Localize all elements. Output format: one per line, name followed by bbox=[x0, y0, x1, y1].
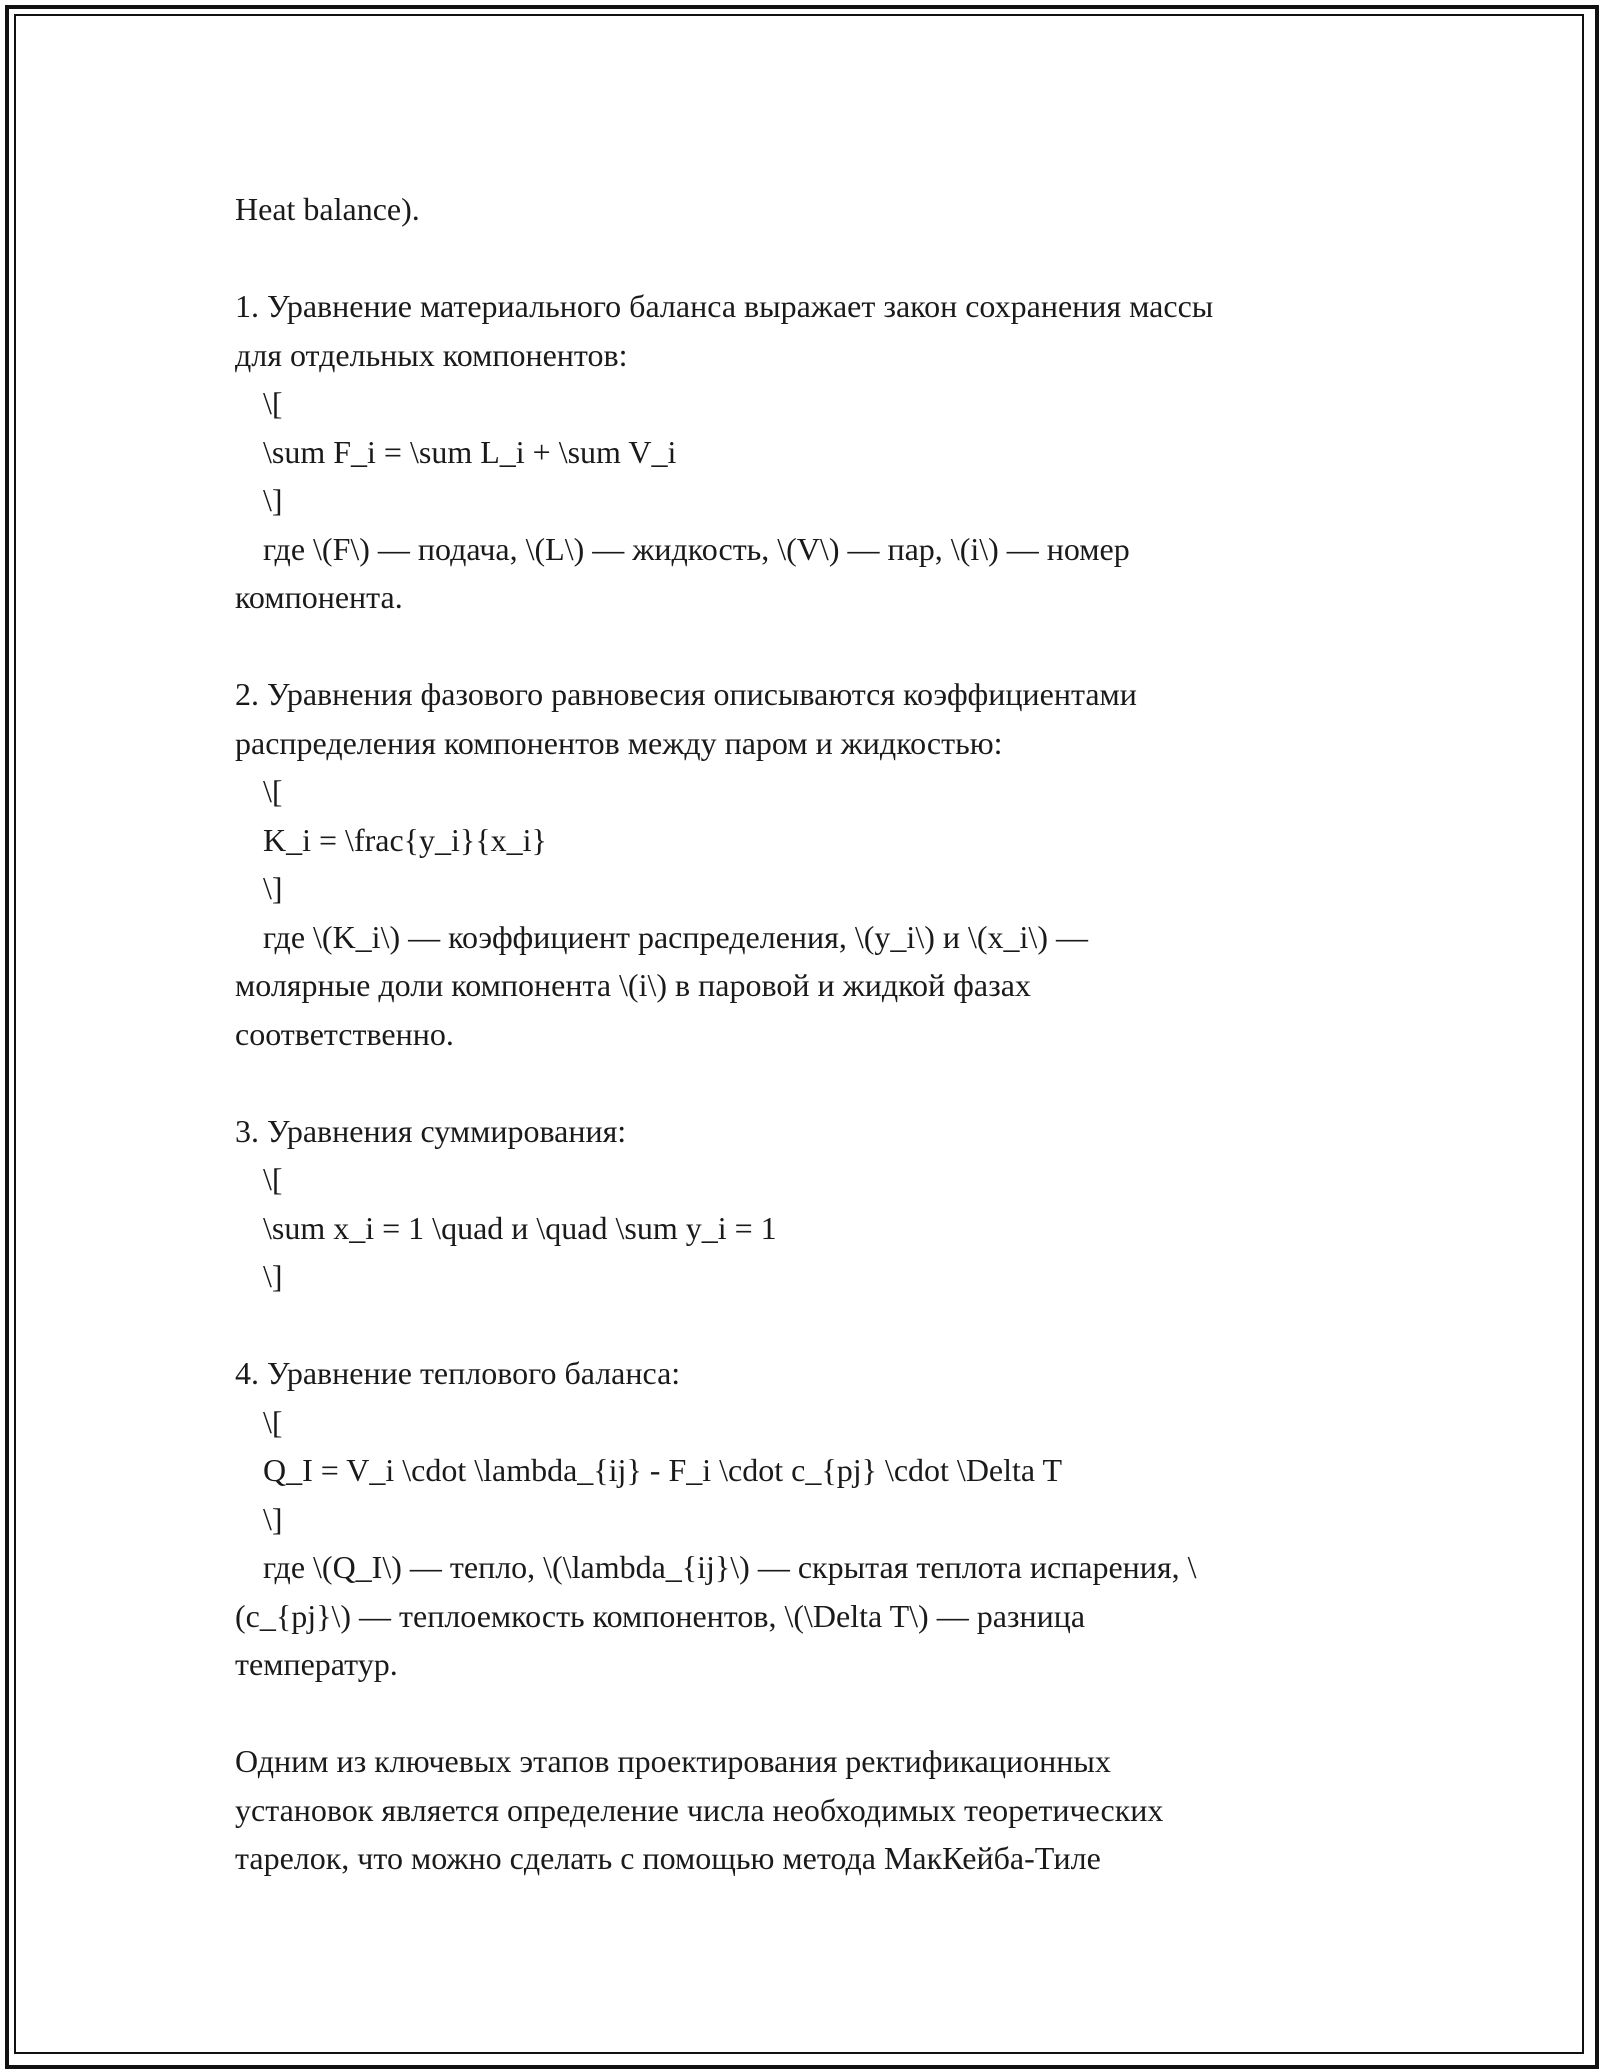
spacer bbox=[235, 1058, 1385, 1107]
document-body bbox=[235, 185, 1385, 1883]
section2-heading-line1: 2. Уравнения фазового равновесия описываются коэффициентами bbox=[235, 676, 1137, 712]
spacer bbox=[235, 234, 1385, 283]
section4-equation-close: \] bbox=[263, 1500, 283, 1537]
section1-heading-line2: для отдельных компонентов: bbox=[235, 336, 628, 373]
section4-where-line1: где \(Q_I\) — тепло, \(\lambda_{ij}\) — скрытая теплота испарения, \ bbox=[263, 1549, 1197, 1585]
spacer bbox=[235, 1689, 1385, 1738]
section3-heading: 3. Уравнения суммирования: bbox=[235, 1112, 627, 1149]
closing-line1: Одним из ключевых этапов проектирования ректификационных bbox=[235, 1743, 1111, 1779]
section-heat-balance bbox=[235, 1349, 1385, 1689]
intro-text: Heat balance). bbox=[235, 191, 420, 227]
section3-equation-close: \] bbox=[263, 1258, 283, 1294]
section-material-balance bbox=[235, 282, 1385, 622]
section2-where-line1: где \(K_i\) — коэффициент распределения, \(y_i\) и \(x_i\) — bbox=[263, 918, 1088, 955]
section2-equation-open: \[ bbox=[263, 773, 283, 809]
section2-heading-line2: распределения компонентов между паром и жидкостью: bbox=[235, 724, 1003, 761]
section2-where-line2: молярные доли компонента \(i\) в паровой и жидкой фазах bbox=[235, 967, 1031, 1003]
section2-equation-close: \] bbox=[263, 870, 283, 906]
section4-where-line3: температур. bbox=[235, 1646, 398, 1682]
section1-heading-line1: 1. Уравнение материального баланса выражает закон сохранения массы bbox=[235, 288, 1214, 324]
closing-line2: установок является определение числа необходимых теоретических bbox=[235, 1791, 1164, 1828]
section4-equation-open: \[ bbox=[263, 1403, 283, 1440]
section2-where-line3: соответственно. bbox=[235, 1015, 454, 1052]
section2-equation: K_i = \frac{y_i}{x_i} bbox=[263, 821, 547, 858]
section1-where-line1: где \(F\) — подача, \(L\) — жидкость, \(V\) — пар, \(i\) — номер bbox=[263, 530, 1130, 567]
section1-equation-close: \] bbox=[263, 482, 283, 518]
section4-equation: Q_I = V_i \cdot \lambda_{ij} - F_i \cdot c_{pj} \cdot \Delta T bbox=[263, 1452, 1063, 1488]
closing-paragraph bbox=[235, 1737, 1385, 1883]
section1-where-line2: компонента. bbox=[235, 579, 403, 615]
spacer bbox=[235, 1301, 1385, 1350]
closing-line3: тарелок, что можно сделать с помощью метода МакКейба-Тиле bbox=[235, 1840, 1101, 1876]
section3-equation: \sum x_i = 1 \quad и \quad \sum y_i = 1 bbox=[263, 1209, 777, 1246]
section4-where-line2: (c_{pj}\) — теплоемкость компонентов, \(\Delta T\) — разница bbox=[235, 1597, 1086, 1634]
section4-heading: 4. Уравнение теплового баланса: bbox=[235, 1355, 681, 1391]
section-phase-equilibrium bbox=[235, 670, 1385, 1058]
section-summation bbox=[235, 1107, 1385, 1301]
section1-equation: \sum F_i = \sum L_i + \sum V_i bbox=[263, 433, 677, 470]
section1-equation-open: \[ bbox=[263, 385, 283, 421]
section3-equation-open: \[ bbox=[263, 1161, 283, 1197]
spacer bbox=[235, 622, 1385, 671]
